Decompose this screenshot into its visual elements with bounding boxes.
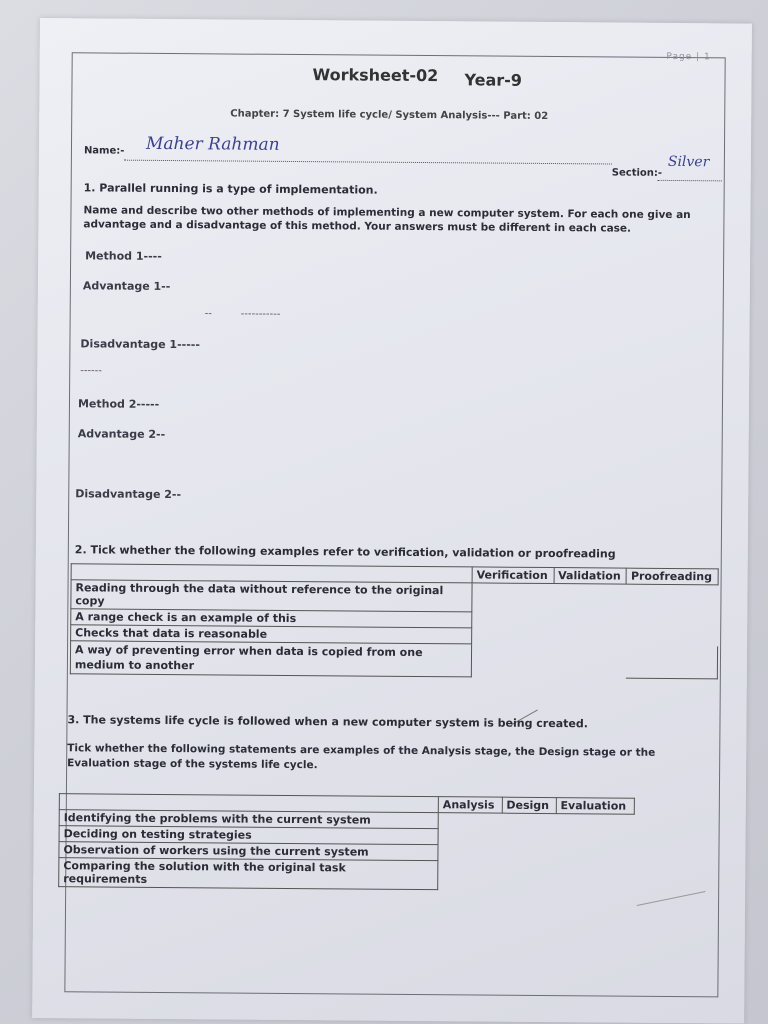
stray-dash-a: -- [204, 308, 212, 320]
tick-cell[interactable] [472, 612, 554, 629]
pencil-mark [637, 891, 706, 906]
tick-cell[interactable] [626, 584, 718, 614]
dash-line: ------ [80, 365, 102, 377]
year-label: Year-9 [464, 70, 523, 90]
tick-cell[interactable] [626, 629, 718, 646]
column-analysis: Analysis [438, 797, 502, 813]
verification-table [70, 563, 719, 679]
tick-cell[interactable] [556, 830, 634, 847]
tick-cell[interactable] [501, 845, 555, 861]
table-row [59, 858, 634, 892]
question-3-heading: 3. The systems life cycle is followed when a new computer system is being created. [67, 713, 588, 731]
column-design: Design [502, 797, 556, 813]
table-row [70, 641, 717, 679]
row-description: A range check is an example of this [71, 609, 472, 628]
column-verification: Verification [472, 567, 554, 584]
student-name: Maher Rahman [145, 133, 280, 155]
question-1-heading: 1. Parallel running is a type of implementation. [83, 181, 378, 197]
column-proofreading: Proofreading [626, 568, 718, 585]
life-cycle-table [58, 793, 635, 892]
tick-cell[interactable] [626, 645, 718, 679]
disadvantage-2-label: Disadvantage 2-- [75, 487, 182, 502]
tick-cell[interactable] [501, 861, 555, 890]
tick-cell[interactable] [553, 629, 626, 646]
tick-cell[interactable] [556, 846, 634, 863]
tick-cell[interactable] [438, 829, 502, 845]
row-description: Comparing the solution with the original task requirements [59, 858, 438, 890]
tick-cell[interactable] [438, 813, 502, 829]
row-description: Checks that data is reasonable [71, 625, 472, 644]
name-line [124, 160, 612, 165]
tick-cell[interactable] [502, 829, 556, 845]
method-2-label: Method 2----- [77, 397, 160, 411]
tick-cell[interactable] [626, 613, 718, 630]
worksheet-page [32, 18, 752, 1024]
row-description: Observation of workers using the current system [59, 842, 438, 861]
worksheet-title: Worksheet-02 [312, 65, 439, 86]
tick-cell[interactable] [555, 862, 633, 892]
column-validation: Validation [554, 568, 627, 585]
tick-cell[interactable] [438, 845, 502, 861]
tick-cell[interactable] [556, 814, 634, 831]
chapter-line: Chapter: 7 System life cycle/ System Analysis--- Part: 02 [230, 108, 549, 122]
advantage-2-label: Advantage 2-- [77, 427, 166, 441]
question-3-prompt: Tick whether the following statements are examples of the Analysis stage, the Design stage or the Evaluation stage of the systems life cycle. [67, 742, 656, 772]
disadvantage-1-label: Disadvantage 1----- [80, 337, 200, 352]
section-line [658, 180, 722, 182]
tick-cell[interactable] [472, 628, 554, 645]
tick-cell[interactable] [553, 613, 626, 630]
page-number: Page | 1 [666, 51, 711, 63]
tick-cell[interactable] [553, 645, 626, 679]
page-frame [64, 52, 725, 997]
method-1-label: Method 1---- [85, 249, 162, 263]
advantage-1-label: Advantage 1-- [82, 279, 171, 294]
tick-cell[interactable] [553, 584, 626, 614]
row-description: Reading through the data without reference to the original copy [71, 580, 472, 612]
tick-cell[interactable] [438, 861, 502, 890]
tick-cell[interactable] [502, 813, 556, 829]
row-description: Identifying the problems with the current system [59, 810, 438, 829]
stray-dash-b: ----------- [240, 308, 281, 320]
column-evaluation: Evaluation [556, 798, 634, 815]
row-description: A way of preventing error when data is copied from one medium to another [70, 641, 471, 677]
question-1-prompt: Name and describe two other methods of implementing a new computer system. For each one give an advantage and a disadvantage of this method. Your answers must be different in each case. [83, 204, 691, 235]
student-section: Silver [667, 153, 710, 171]
section-label: Section:- [611, 167, 663, 179]
tick-cell[interactable] [471, 644, 553, 678]
question-2-heading: 2. Tick whether the following examples refer to verification, validation or proofreading [74, 543, 616, 561]
row-description: Deciding on testing strategies [59, 826, 438, 845]
name-label: Name:- [83, 145, 125, 157]
tick-cell[interactable] [472, 583, 554, 613]
